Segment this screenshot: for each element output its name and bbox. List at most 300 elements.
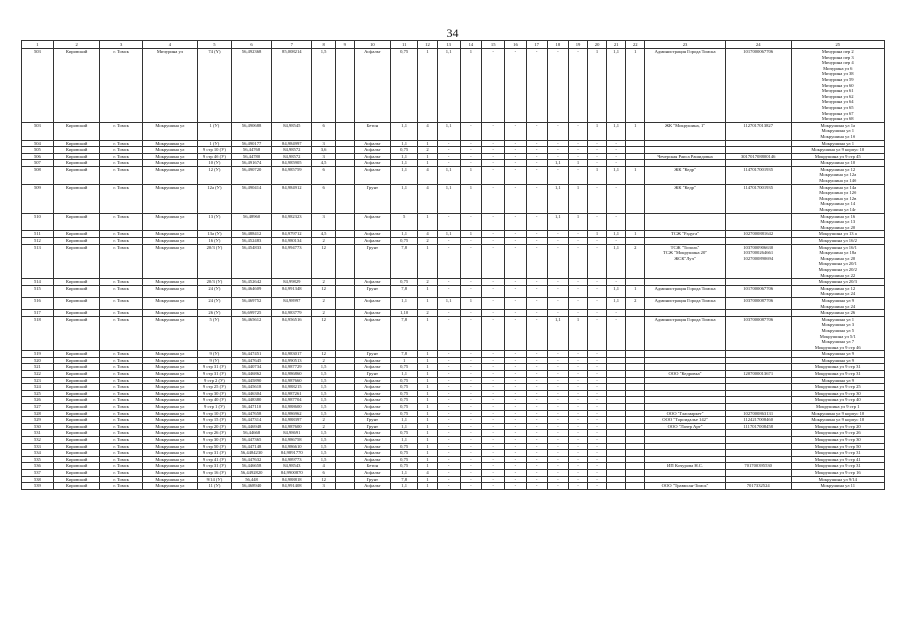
cell-col-18: - [547,469,568,476]
cell-col-21: 1,1 [607,244,626,279]
cell-col-7: 84,987729 [272,364,312,371]
cell-col-8: 1,5 [312,384,335,391]
cell-col-7: 84,984997 [272,140,312,147]
cell-col-17: - [526,423,547,430]
cell-col-19: - [568,49,587,123]
address-line: Мокрушина ул 9 корпус 10 [811,417,865,423]
cell-col-14: - [460,443,481,450]
cell-col-19: - [568,450,587,457]
cell-col-16: - [505,357,526,364]
cell-col-25 [791,147,884,154]
column-number-18: 18 [547,41,568,49]
cell-col-18: - [547,166,568,184]
cell-col-17: - [526,244,547,279]
cell-col-17: - [526,437,547,444]
cell-col-21 [607,404,626,411]
cell-col-3: г. Томск [100,469,142,476]
cell-col-7: 84,956516 [272,316,312,351]
cell-col-15: - [482,463,505,470]
table-row [22,351,885,358]
cell-col-11: 1,1 [390,153,418,160]
cell-col-3: г. Томск [100,231,142,238]
cell-col-15: - [482,384,505,391]
cell-col-4: Мокрушина ул [142,147,197,154]
cell-col-1: 535 [22,456,54,463]
cell-col-25 [791,456,884,463]
cell-col-10: Асфальт [354,364,390,371]
cell-col-20: - [588,397,607,404]
cell-col-12: 4 [418,469,437,476]
cell-col-14: - [460,437,481,444]
address-line: Мичурина ул 65 [821,104,854,110]
cell-col-15: - [482,417,505,424]
cell-col-21: - [607,153,626,160]
cell-col-11: 1,1 [390,371,418,378]
cell-col-13: - [437,285,460,297]
cell-col-4: Мокрушина ул [142,463,197,470]
cell-col-23 [645,456,726,463]
address-line: Мокрушина ул 9 стр 20 [814,423,861,429]
address-line: Мичурина пер 3 [821,54,854,60]
cell-col-20: - [588,423,607,430]
address-line: Мокрушина ул 7 [821,339,855,345]
cell-col-6: 56,445890 [231,377,271,384]
cell-col-22 [626,469,645,476]
cell-col-17: - [526,238,547,245]
cell-col-14: - [460,469,481,476]
cell-col-12: 1 [418,437,437,444]
cell-col-17: - [526,213,547,231]
table-row [22,443,885,450]
cell-col-11: 7,8 [390,316,418,351]
cell-line: ТСЖ "Мокрушина 20" [662,250,708,256]
address-line: Мокрушина ул 18а [819,250,857,256]
cell-col-14: 1 [460,49,481,123]
cell-col-14: - [460,244,481,279]
cell-col-20: - [588,430,607,437]
cell-col-15: - [482,238,505,245]
address-line: Мокрушина ул 12в [819,195,857,201]
cell-col-24: 1207000013671 [725,371,791,378]
cell-col-18: - [547,437,568,444]
cell-col-13: - [437,404,460,411]
column-number-5: 5 [197,41,231,49]
cell-col-24 [725,384,791,391]
cell-col-20: - [588,417,607,424]
cell-col-17: - [526,316,547,351]
cell-col-15: - [482,456,505,463]
cell-col-18: - [547,417,568,424]
cell-col-22 [626,417,645,424]
cell-col-24 [725,364,791,371]
cell-col-17: - [526,483,547,490]
cell-col-9 [335,410,354,417]
cell-col-19: - [568,456,587,463]
cell-col-17: - [526,49,547,123]
cell-col-4: Мокрушина ул [142,371,197,378]
cell-col-8: 3 [312,483,335,490]
address-line: Мичурина ул 64 [821,99,854,105]
address-line: Мокрушина ул 11 [820,483,856,489]
address-line: Мокрушина ул 16 [820,213,856,219]
address-line: Мокрушина ул 9 стр 46 [814,344,861,350]
cell-col-5: 13а (У) [197,231,231,238]
address-line: Мокрушина ул 12 [820,285,856,291]
cell-col-16: - [505,437,526,444]
cell-col-22: 2 [626,297,645,309]
column-number-13: 13 [437,41,460,49]
cell-col-16: - [505,297,526,309]
address-line: Мокрушина ул 20/3 [818,279,857,285]
cell-col-2: Кировский [53,364,100,371]
cell-col-14: 1 [460,184,481,213]
cell-col-7: 84,988397 [272,417,312,424]
cell-col-5: 9/14 (У) [197,476,231,483]
cell-col-20: - [588,184,607,213]
cell-col-11: 0,75 [390,450,418,457]
cell-col-6: 56,447110 [231,404,271,411]
cell-col-16: - [505,231,526,238]
cell-col-24 [725,456,791,463]
cell-col-19: - [568,390,587,397]
cell-col-21 [607,384,626,391]
cell-col-3: г. Томск [100,213,142,231]
address-line: Мокрушина ул 9 стр 31 [814,364,861,370]
cell-col-15: - [482,351,505,358]
cell-col-8: 1,5 [312,437,335,444]
cell-col-5: 26 (У) [197,310,231,317]
address-line: Мокрушина ул 16/1 [818,244,857,250]
cell-col-20: - [588,160,607,167]
cell-col-2: Кировский [53,49,100,123]
cell-col-15: - [482,122,505,140]
cell-col-5: 9 стр 1 (У) [197,404,231,411]
cell-col-24: 1037000087706 [725,316,791,351]
cell-col-10: Асфальт [354,166,390,184]
cell-col-21: 1,1 [607,297,626,309]
cell-col-7: 84,994773 [272,244,312,279]
cell-col-24: 1017000067706 [725,49,791,123]
cell-col-22 [626,397,645,404]
cell-col-13: - [437,279,460,286]
cell-col-24 [725,476,791,483]
cell-col-12: 1 [418,371,437,378]
cell-col-14: - [460,410,481,417]
cell-col-11: 1,1 [390,160,418,167]
cell-col-6: 56,446658 [231,463,271,470]
cell-col-25 [791,463,884,470]
cell-col-9 [335,231,354,238]
cell-col-18: - [547,423,568,430]
cell-col-21: 1,1 [607,122,626,140]
cell-col-13: - [437,469,460,476]
cell-col-6: 56,490688 [231,122,271,140]
cell-col-7: 84,987600 [272,423,312,430]
cell-col-18: - [547,153,568,160]
cell-col-24 [725,430,791,437]
cell-col-8: 1,5 [312,377,335,384]
cell-col-22 [626,404,645,411]
cell-col-11: 0,75 [390,384,418,391]
cell-col-8: 2 [312,357,335,364]
cell-col-22: 1 [626,122,645,140]
cell-col-17: - [526,417,547,424]
cell-col-2: Кировский [53,423,100,430]
cell-col-20: - [588,351,607,358]
cell-col-14: - [460,377,481,384]
cell-col-2: Кировский [53,404,100,411]
cell-col-25 [791,437,884,444]
cell-col-23 [645,213,726,231]
cell-col-16: - [505,279,526,286]
cell-col-15: - [482,430,505,437]
cell-col-8: 6 [312,122,335,140]
cell-col-12: 1 [418,384,437,391]
cell-col-17: - [526,371,547,378]
cell-col-14: - [460,160,481,167]
cell-col-12: 1 [418,244,437,279]
cell-col-5: 9 стр 40 (У) [197,397,231,404]
cell-col-23 [645,377,726,384]
cell-col-11: 1,1 [390,122,418,140]
cell-col-19: - [568,279,587,286]
cell-col-2: Кировский [53,244,100,279]
cell-col-19: - [568,140,587,147]
cell-col-24 [725,437,791,444]
cell-col-13: - [437,483,460,490]
address-line: Мокрушина ул 9 корпус 10 [811,410,865,416]
cell-col-15: - [482,377,505,384]
table-row [22,483,885,490]
cell-col-17: - [526,469,547,476]
cell-col-10: Бетон [354,463,390,470]
cell-col-11: 0,75 [390,390,418,397]
cell-col-3: г. Томск [100,147,142,154]
address-line: Мокрушина ул 9 [821,297,855,303]
cell-col-11: 1,1 [390,140,418,147]
cell-col-3: г. Томск [100,122,142,140]
cell-col-23: Чечерская Раиса Рашидовна [645,153,726,160]
cell-col-24 [725,404,791,411]
cell-col-2: Кировский [53,371,100,378]
cell-col-12: 2 [418,238,437,245]
cell-col-21 [607,430,626,437]
address-line: Мокрушина ул 14 [820,201,856,207]
address-line: Мокрушина ул 9 стр 1 [816,404,860,410]
cell-col-23: ООО "Лазер Арт" [645,423,726,430]
cell-col-12: 1 [418,423,437,430]
cell-col-3: г. Томск [100,377,142,384]
cell-col-10: Асфальт [354,469,390,476]
cell-col-12: 1 [418,357,437,364]
cell-col-8: 3,6 [312,147,335,154]
cell-col-10: Асфальт [354,443,390,450]
table-row [22,404,885,411]
cell-col-7: 84,980134 [272,238,312,245]
address-line: Мокрушина ул 9 стр 16 [814,469,861,475]
cell-col-7: 84,985759 [272,166,312,184]
cell-col-25 [791,423,884,430]
table-row [22,238,885,245]
cell-col-7: 84,984912 [272,184,312,213]
cell-col-15: - [482,279,505,286]
cell-col-21: - [607,184,626,213]
cell-col-3: г. Томск [100,285,142,297]
cell-col-18: - [547,450,568,457]
cell-col-15: - [482,364,505,371]
cell-col-4: Мокрушина ул [142,430,197,437]
cell-col-1: 526 [22,397,54,404]
table-row [22,377,885,384]
cell-col-17: - [526,122,547,140]
cell-col-18: - [547,244,568,279]
cell-col-13: - [437,423,460,430]
cell-col-22 [626,423,645,430]
cell-col-5: 1 (У) [197,122,231,140]
address-line: Мичурина ул 59 [821,76,854,82]
cell-col-13: - [437,443,460,450]
cell-col-4: Мокрушина ул [142,469,197,476]
cell-col-18: - [547,357,568,364]
address-line: Мокрушина ул 9/14 [818,476,857,482]
cell-col-6: 56,469752 [231,297,271,309]
cell-col-17: - [526,279,547,286]
cell-col-22 [626,351,645,358]
cell-col-8: 4,5 [312,231,335,238]
cell-col-18: - [547,377,568,384]
address-line: Мокрушина ул 1 [821,316,855,322]
cell-col-16: - [505,351,526,358]
cell-col-18: 1,1 [547,316,568,351]
cell-col-3: г. Томск [100,443,142,450]
cell-col-7: 84,98691 [272,430,312,437]
cell-col-21 [607,437,626,444]
cell-col-20: - [588,437,607,444]
cell-col-5: 9 стр 4б (У) [197,153,231,160]
address-line: Мокрушина ул 1а [820,122,856,128]
cell-col-13: - [437,371,460,378]
cell-col-4: Мокрушина ул [142,483,197,490]
cell-col-19: - [568,437,587,444]
cell-col-9 [335,285,354,297]
cell-col-5: 9 стр 2 (У) [197,377,231,384]
cell-col-8: 12 [312,351,335,358]
cell-col-4: Мокрушина ул [142,364,197,371]
cell-col-8: 1,5 [312,430,335,437]
cell-col-2: Кировский [53,357,100,364]
cell-col-24 [725,443,791,450]
cell-col-18: - [547,476,568,483]
cell-col-8: 1,5 [312,390,335,397]
cell-col-18: - [547,285,568,297]
cell-col-1: 523 [22,377,54,384]
address-line: Мокрушина ул 14а [819,184,857,190]
cell-col-3: г. Томск [100,316,142,351]
cell-col-18: - [547,147,568,154]
cell-col-24: 1037000087706 [725,297,791,309]
cell-col-16: - [505,371,526,378]
cell-col-4: Мокрушина ул [142,443,197,450]
cell-col-20: - [588,153,607,160]
cell-col-23: ТСЖ "Радуга" [645,231,726,238]
cell-col-12: 1 [418,285,437,297]
table-row [22,166,885,184]
cell-col-14: - [460,476,481,483]
column-number-23: 23 [645,41,726,49]
cell-col-9 [335,469,354,476]
cell-col-2: Кировский [53,285,100,297]
cell-col-19: - [568,423,587,430]
cell-col-4: Мокрушина ул [142,450,197,457]
page-number: 34 [446,26,459,40]
cell-col-24 [725,310,791,317]
cell-col-15: - [482,166,505,184]
address-line: Мокрушина ул 1б [820,133,856,139]
address-line: Мокрушина ул 9 [821,377,855,383]
column-number-3: 3 [100,41,142,49]
cell-col-5: 9 стр 30 (У) [197,437,231,444]
cell-col-10: Асфальт [354,310,390,317]
column-number-4: 4 [142,41,197,49]
cell-col-20: - [588,377,607,384]
cell-col-4: Мокрушина ул [142,140,197,147]
cell-col-9 [335,213,354,231]
cell-col-5: 9 (У) [197,351,231,358]
table-row [22,463,885,470]
cell-col-5: 10 (У) [197,160,231,167]
cell-col-4: Мокрушина ул [142,316,197,351]
cell-col-10: Асфальт [354,390,390,397]
address-line: Мокрушина ул 9 стр 41 [814,456,861,462]
address-line: Мичурина ул 61 [821,88,854,94]
cell-col-18: - [547,410,568,417]
cell-col-15: - [482,357,505,364]
cell-col-9 [335,184,354,213]
cell-col-2: Кировский [53,297,100,309]
cell-col-11: 1,1 [390,483,418,490]
cell-col-7: 84,986610 [272,443,312,450]
cell-col-13: 1,1 [437,297,460,309]
address-line: Мичурина ул 60 [821,82,854,88]
cell-col-8: 1,5 [312,397,335,404]
cell-col-18: - [547,310,568,317]
column-number-7: 7 [272,41,312,49]
cell-col-1: 504 [22,140,54,147]
cell-col-14: - [460,430,481,437]
address-line: Мокрушина ул 24 [820,291,856,297]
cell-col-1: 537 [22,469,54,476]
table-row [22,476,885,483]
cell-line: 1037000906630 [743,244,774,250]
cell-col-13: 1,1 [437,166,460,184]
cell-col-22 [626,483,645,490]
cell-col-19: - [568,364,587,371]
cell-col-23 [645,244,726,279]
cell-col-9 [335,443,354,450]
cell-col-8: 2 [312,417,335,424]
cell-col-5: 9 стр 15 (У) [197,417,231,424]
cell-col-25 [791,351,884,358]
cell-col-9 [335,483,354,490]
address-line: Мичурина ул 38 [821,71,854,77]
cell-col-9 [335,397,354,404]
cell-col-9 [335,153,354,160]
cell-col-24 [725,351,791,358]
cell-col-8: 1,5 [312,364,335,371]
cell-col-1: 528 [22,410,54,417]
cell-col-1: 525 [22,390,54,397]
cell-col-24: 1147017001935 [725,166,791,184]
